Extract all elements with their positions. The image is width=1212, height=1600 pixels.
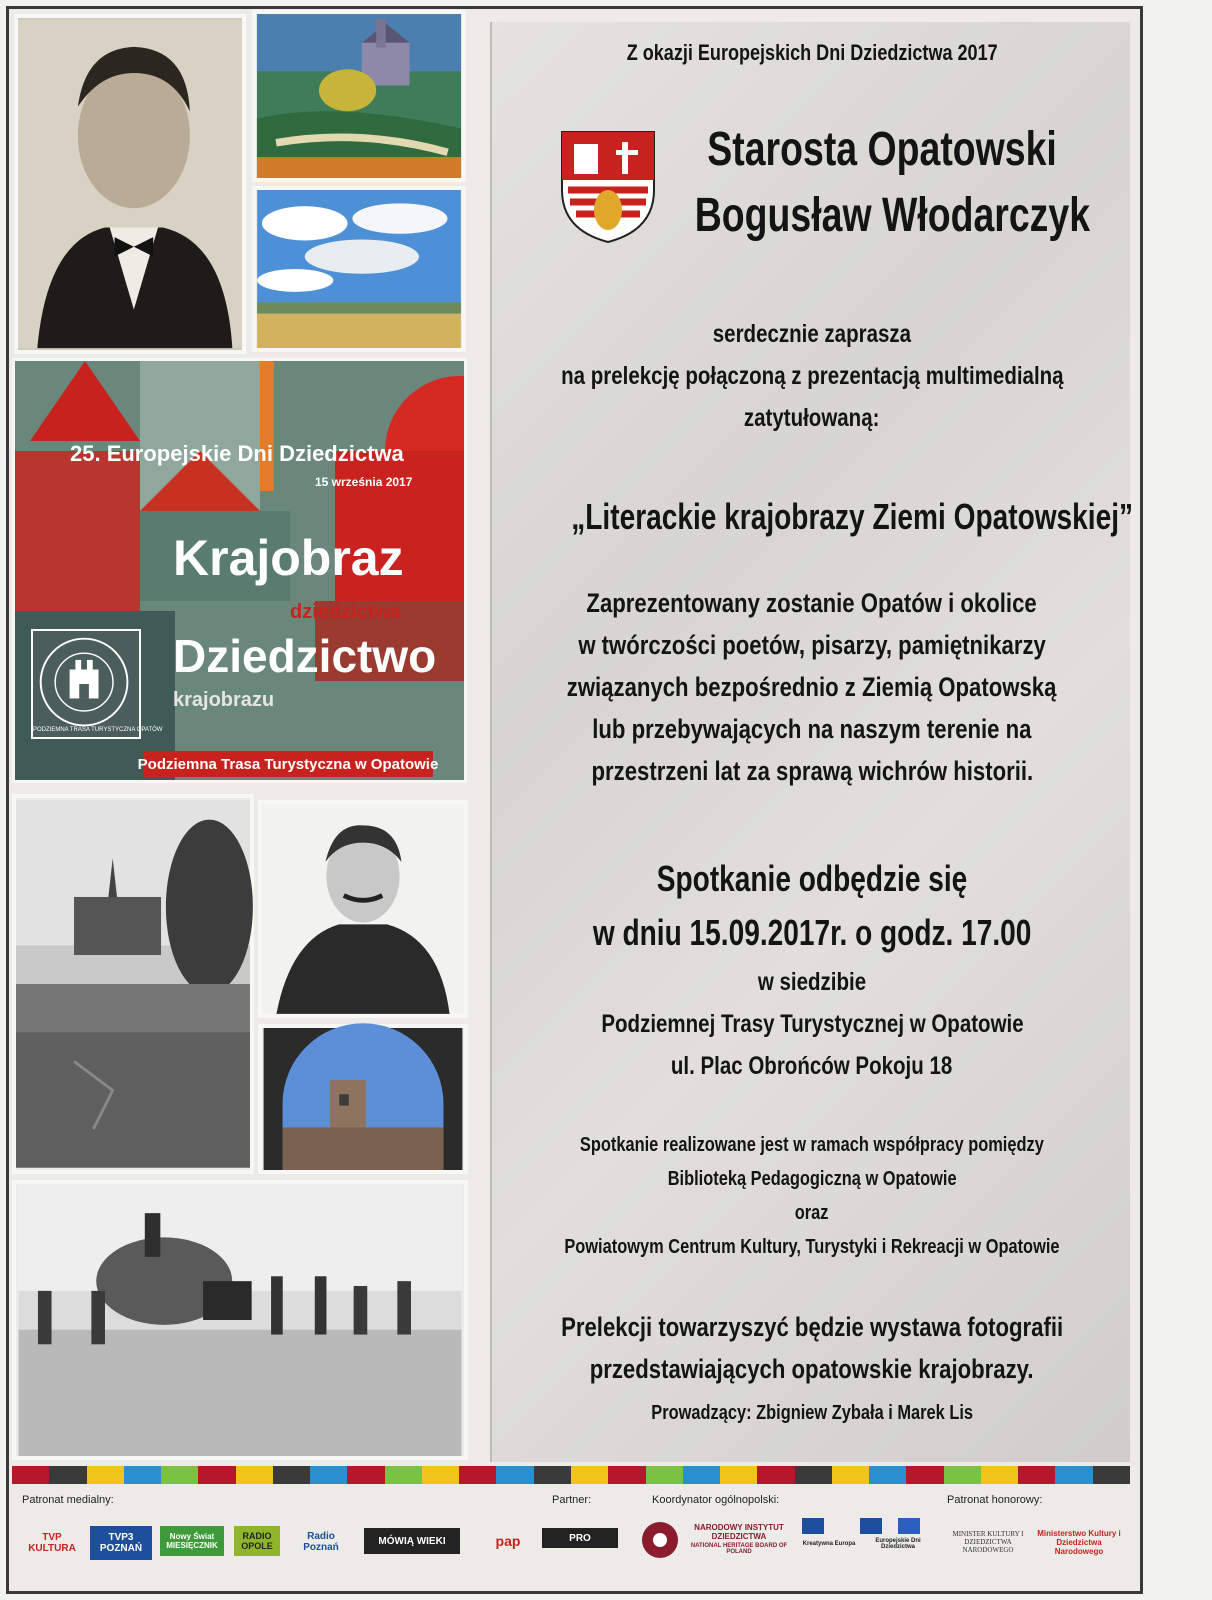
poster-edition: 25. Europejskie Dni Dziedzictwa bbox=[70, 441, 404, 466]
color-strip-segment bbox=[944, 1466, 981, 1484]
portrait-photo-man bbox=[14, 14, 246, 354]
cooperation-line-1: Spotkanie realizowane jest w ramach współpracy pomiędzy bbox=[580, 1134, 1044, 1156]
color-strip-segment bbox=[608, 1466, 645, 1484]
color-strip-segment bbox=[198, 1466, 235, 1484]
color-strip-segment bbox=[534, 1466, 571, 1484]
color-strip-segment bbox=[422, 1466, 459, 1484]
color-strip-segment bbox=[385, 1466, 422, 1484]
hosts-line: Prowadzący: Zbigniew Zybała i Marek Lis bbox=[651, 1402, 973, 1424]
cooperation-line-4: Powiatowym Centrum Kultury, Turystyki i Rekreacji w Opatowie bbox=[564, 1236, 1060, 1258]
color-strip-segment bbox=[459, 1466, 496, 1484]
poster-banner bbox=[137, 751, 439, 777]
logo-pap: pap bbox=[495, 1533, 521, 1549]
poster-stamp-text: PODZIEMNA TRASA TURYSTYCZNA OPATÓW bbox=[33, 727, 163, 733]
color-strip-segment bbox=[720, 1466, 757, 1484]
description-line: związanych bezpośrednio z Ziemią Opatowską bbox=[567, 672, 1057, 702]
nid-logo-icon bbox=[640, 1520, 680, 1560]
poster-word-dziedzictwo: Dziedzictwo bbox=[173, 630, 437, 682]
color-strip-segment bbox=[906, 1466, 943, 1484]
logo-nid: NARODOWY INSTYTUT DZIEDZICTWA bbox=[694, 1523, 784, 1541]
invite-line-2: na prelekcję połączoną z prezentacją multimedialną bbox=[560, 362, 1064, 390]
logo-radio-poznan: Radio Poznań bbox=[303, 1531, 339, 1553]
logo-pro: PRO bbox=[542, 1528, 618, 1548]
photo-sky-field bbox=[252, 186, 466, 352]
photo-harvest-workers bbox=[12, 1180, 468, 1460]
color-strip-segment bbox=[49, 1466, 86, 1484]
coordinator-label: Koordynator ogólnopolski: bbox=[652, 1494, 780, 1506]
council-of-europe-icon bbox=[898, 1518, 920, 1534]
meeting-line-3: w siedzibie bbox=[757, 968, 867, 996]
eu-flag-icon bbox=[860, 1518, 882, 1534]
lecture-title: „Literackie krajobrazy Ziemi Opatowskiej” bbox=[571, 496, 1134, 537]
poster-date: 15 września 2017 bbox=[315, 475, 413, 489]
color-strip-segment bbox=[236, 1466, 273, 1484]
logo-radio-opole: RADIO OPOLE bbox=[234, 1526, 280, 1556]
logo-tvp3-poznan: TVP3 POZNAŃ bbox=[90, 1526, 152, 1560]
logo-ministry-culture: Ministerstwo Kultury i Dziedzictwa Narodowego bbox=[1037, 1528, 1121, 1556]
color-strip-segment bbox=[1093, 1466, 1130, 1484]
color-strip-segment bbox=[1018, 1466, 1055, 1484]
cooperation-line-2: Biblioteką Pedagogiczną w Opatowie bbox=[667, 1168, 957, 1190]
invite-line-1: serdecznie zaprasza bbox=[712, 320, 912, 348]
description-line: w twórczości poetów, pisarzy, pamiętnikarzy bbox=[578, 630, 1046, 660]
description-line: Zaprezentowany zostanie Opatów i okolice bbox=[586, 588, 1038, 618]
poster-word-dziedzictwa: dziedzictwa bbox=[290, 601, 402, 623]
logo-heritage-days: Europejskie Dni Dziedzictwa bbox=[875, 1538, 921, 1550]
media-patron-label: Patronat medialny: bbox=[22, 1494, 114, 1506]
color-strip-segment bbox=[646, 1466, 683, 1484]
host-title: Starosta Opatowski bbox=[707, 123, 1057, 176]
painting-village-church bbox=[252, 10, 466, 182]
engraving-illustration bbox=[262, 804, 464, 1014]
invite-line-3: zatytułowaną: bbox=[744, 404, 880, 432]
cooperation-line-3: oraz bbox=[795, 1202, 829, 1224]
poster-banner-text: Podziemna Trasa Turystyczna w Opatowie bbox=[137, 755, 439, 773]
color-strip-segment bbox=[87, 1466, 124, 1484]
color-strip bbox=[12, 1466, 1130, 1484]
footer-sponsors bbox=[12, 1486, 1130, 1586]
photo-church-pond bbox=[12, 794, 254, 1174]
partner-label: Partner: bbox=[552, 1494, 592, 1506]
photo-castle-ruins bbox=[258, 1024, 468, 1174]
logo-nowy-swiat: Nowy Świat MIESIĘCZNIK bbox=[160, 1526, 224, 1556]
painting-illustration bbox=[256, 14, 462, 178]
portrait-illustration bbox=[18, 18, 242, 350]
meeting-address: ul. Plac Obrońców Pokoju 18 bbox=[671, 1052, 953, 1080]
color-strip-segment bbox=[981, 1466, 1018, 1484]
church-pond-illustration bbox=[16, 798, 250, 1170]
meeting-venue: Podziemnej Trasy Turystycznej w Opatowie bbox=[600, 1010, 1024, 1038]
honorary-patron-label: Patronat honorowy: bbox=[947, 1494, 1043, 1506]
logo-mowia-wieki: MÓWIĄ WIEKI bbox=[364, 1528, 460, 1554]
exhibition-line-1: Prelekcji towarzyszyć będzie wystawa fotografii bbox=[560, 1312, 1064, 1342]
color-strip-segment bbox=[832, 1466, 869, 1484]
harvest-illustration bbox=[16, 1184, 464, 1456]
sky-illustration bbox=[256, 190, 462, 348]
color-strip-segment bbox=[161, 1466, 198, 1484]
color-strip-segment bbox=[795, 1466, 832, 1484]
description-line: przestrzeni lat za sprawą wichrów historii. bbox=[591, 756, 1033, 786]
invitation-panel bbox=[490, 22, 1134, 1462]
logo-minister-culture: MINISTER KULTURY I DZIEDZICTWA NARODOWEGO bbox=[952, 1530, 1024, 1554]
color-strip-segment bbox=[273, 1466, 310, 1484]
poster-stamp bbox=[31, 629, 163, 739]
heritage-days-poster bbox=[12, 358, 467, 783]
ruins-illustration bbox=[262, 1028, 464, 1170]
engraving-portrait-man bbox=[258, 800, 468, 1018]
meeting-line-1: Spotkanie odbędzie się bbox=[656, 858, 968, 899]
color-strip-segment bbox=[310, 1466, 347, 1484]
meeting-datetime: w dniu 15.09.2017r. o godz. 17.00 bbox=[592, 912, 1032, 953]
color-strip-segment bbox=[496, 1466, 533, 1484]
eu-flag-icon bbox=[802, 1518, 824, 1534]
logo-creative-europe: Kreatywna Europa bbox=[802, 1541, 856, 1547]
color-strip-segment bbox=[12, 1466, 49, 1484]
exhibition-line-2: przedstawiających opatowskie krajobrazy. bbox=[590, 1354, 1034, 1384]
logo-nid-sub: NATIONAL HERITAGE BOARD OF POLAND bbox=[690, 1543, 788, 1555]
tower-stamp-icon bbox=[33, 631, 163, 737]
color-strip-segment bbox=[347, 1466, 384, 1484]
poster-word-krajobraz: Krajobraz bbox=[173, 530, 404, 586]
color-strip-segment bbox=[571, 1466, 608, 1484]
description-line: lub przebywających na naszym terenie na bbox=[592, 714, 1032, 744]
host-name: Bogusław Włodarczyk bbox=[694, 189, 1090, 242]
logo-tvp-kultura: TVP KULTURA bbox=[28, 1532, 76, 1554]
occasion-line: Z okazji Europejskich Dni Dziedzictwa 2017 bbox=[626, 40, 998, 65]
poster-word-krajobrazu: krajobrazu bbox=[173, 689, 275, 711]
color-strip-segment bbox=[757, 1466, 794, 1484]
color-strip-segment bbox=[869, 1466, 906, 1484]
color-strip-segment bbox=[683, 1466, 720, 1484]
color-strip-segment bbox=[124, 1466, 161, 1484]
color-strip-segment bbox=[1055, 1466, 1092, 1484]
